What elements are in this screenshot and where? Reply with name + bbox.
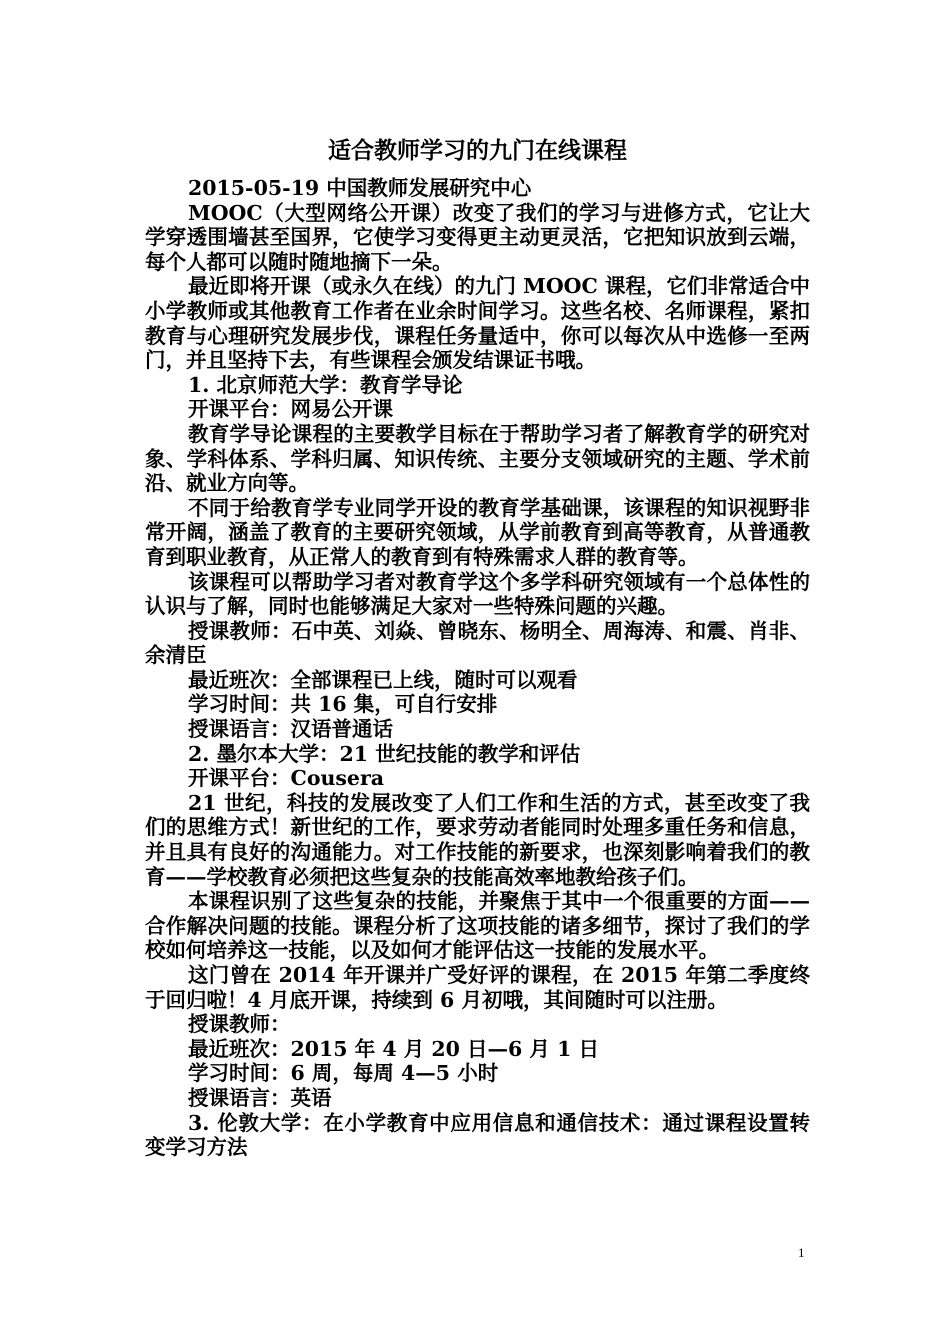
- paragraph-mooc-intro: MOOC（大型网络公开课）改变了我们的学习与进修方式，它让大学穿透围墙甚至国界，它使学习变得更主动更灵活，它把知识放到云端，每个人都可以随时随地摘下一朵。: [145, 200, 810, 274]
- course-2-duration: 学习时间：6 周，每周 4—5 小时: [188, 1061, 499, 1086]
- paragraph-nine-courses: 最近即将开课（或永久在线）的九门 MOOC 课程，它们非常适合中小学教师或其他教育工作者在业余时间学习。这些名校、名师课程，紧扣教育与心理研究发展步伐，课程任务量适中，你可以每次从中选修一至两门，并且坚持下去，有些课程会颁发结课证书哦。: [145, 274, 810, 373]
- course-1-duration: 学习时间：共 16 集，可自行安排: [188, 692, 498, 717]
- course-3-heading: 3. 伦敦大学：在小学教育中应用信息和通信技术：通过课程设置转变学习方法: [145, 1110, 810, 1160]
- course-2-return: 这门曾在 2014 年开课并广受好评的课程，在 2015 年第二季度终于回归啦！4 月底开课，持续到 6 月初哦，其间随时可以注册。: [145, 963, 810, 1012]
- course-2-focus: 本课程识别了这些复杂的技能，并聚焦于其中一个很重要的方面——合作解决问题的技能。课程分析了这项技能的诸多细节，探讨了我们的学校如何培养这一技能，以及如何才能评估这一技能的发展水平。: [145, 889, 810, 963]
- course-2-platform: 开课平台：Cousera: [188, 766, 385, 791]
- course-2-heading: 2. 墨尔本大学：21 世纪技能的教学和评估: [188, 741, 581, 766]
- document-title: 适合教师学习的九门在线课程: [328, 137, 627, 164]
- course-1-goal: 教育学导论课程的主要教学目标在于帮助学习者了解教育学的研究对象、学科体系、学科归属、知识传统、主要分支领域研究的主题、学术前沿、就业方向等。: [145, 421, 810, 496]
- course-1-session: 最近班次：全部课程已上线，随时可以观看: [188, 667, 578, 692]
- course-1-platform: 开课平台：网易公开课: [188, 397, 393, 422]
- page-number: 1: [798, 1245, 805, 1260]
- course-2-teachers: 授课教师：: [188, 1012, 291, 1037]
- course-1-language: 授课语言：汉语普通话: [188, 717, 393, 742]
- document-body: [145, 136, 810, 1160]
- paragraph-date-source: 2015-05-19 中国教师发展研究中心: [188, 176, 532, 200]
- course-1-benefit: 该课程可以帮助学习者对教育学这个多学科研究领域有一个总体性的认识与了解，同时也能够满足大家对一些特殊问题的兴趣。: [145, 569, 810, 619]
- course-1-teachers: 授课教师：石中英、刘焱、曾晓东、杨明全、周海涛、和震、肖非、余清臣: [145, 618, 810, 668]
- course-1-heading: 1. 北京师范大学：教育学导论: [188, 372, 463, 397]
- course-2-session: 最近班次：2015 年 4 月 20 日—6 月 1 日: [188, 1036, 599, 1061]
- course-2-language: 授课语言：英语: [188, 1085, 332, 1110]
- course-1-scope: 不同于给教育学专业同学开设的教育学基础课，该课程的知识视野非常开阔，涵盖了教育的主要研究领域，从学前教育到高等教育，从普通教育到职业教育，从正常人的教育到有特殊需求人群的教育等。: [145, 495, 810, 569]
- course-2-context: 21 世纪，科技的发展改变了人们工作和生活的方式，甚至改变了我们的思维方式！新世纪的工作，要求劳动者能同时处理多重任务和信息，并且具有良好的沟通能力。对工作技能的新要求，也深刻影响着我们的教育——学校教育必须把这些复杂的技能高效率地教给孩子们。: [145, 790, 810, 889]
